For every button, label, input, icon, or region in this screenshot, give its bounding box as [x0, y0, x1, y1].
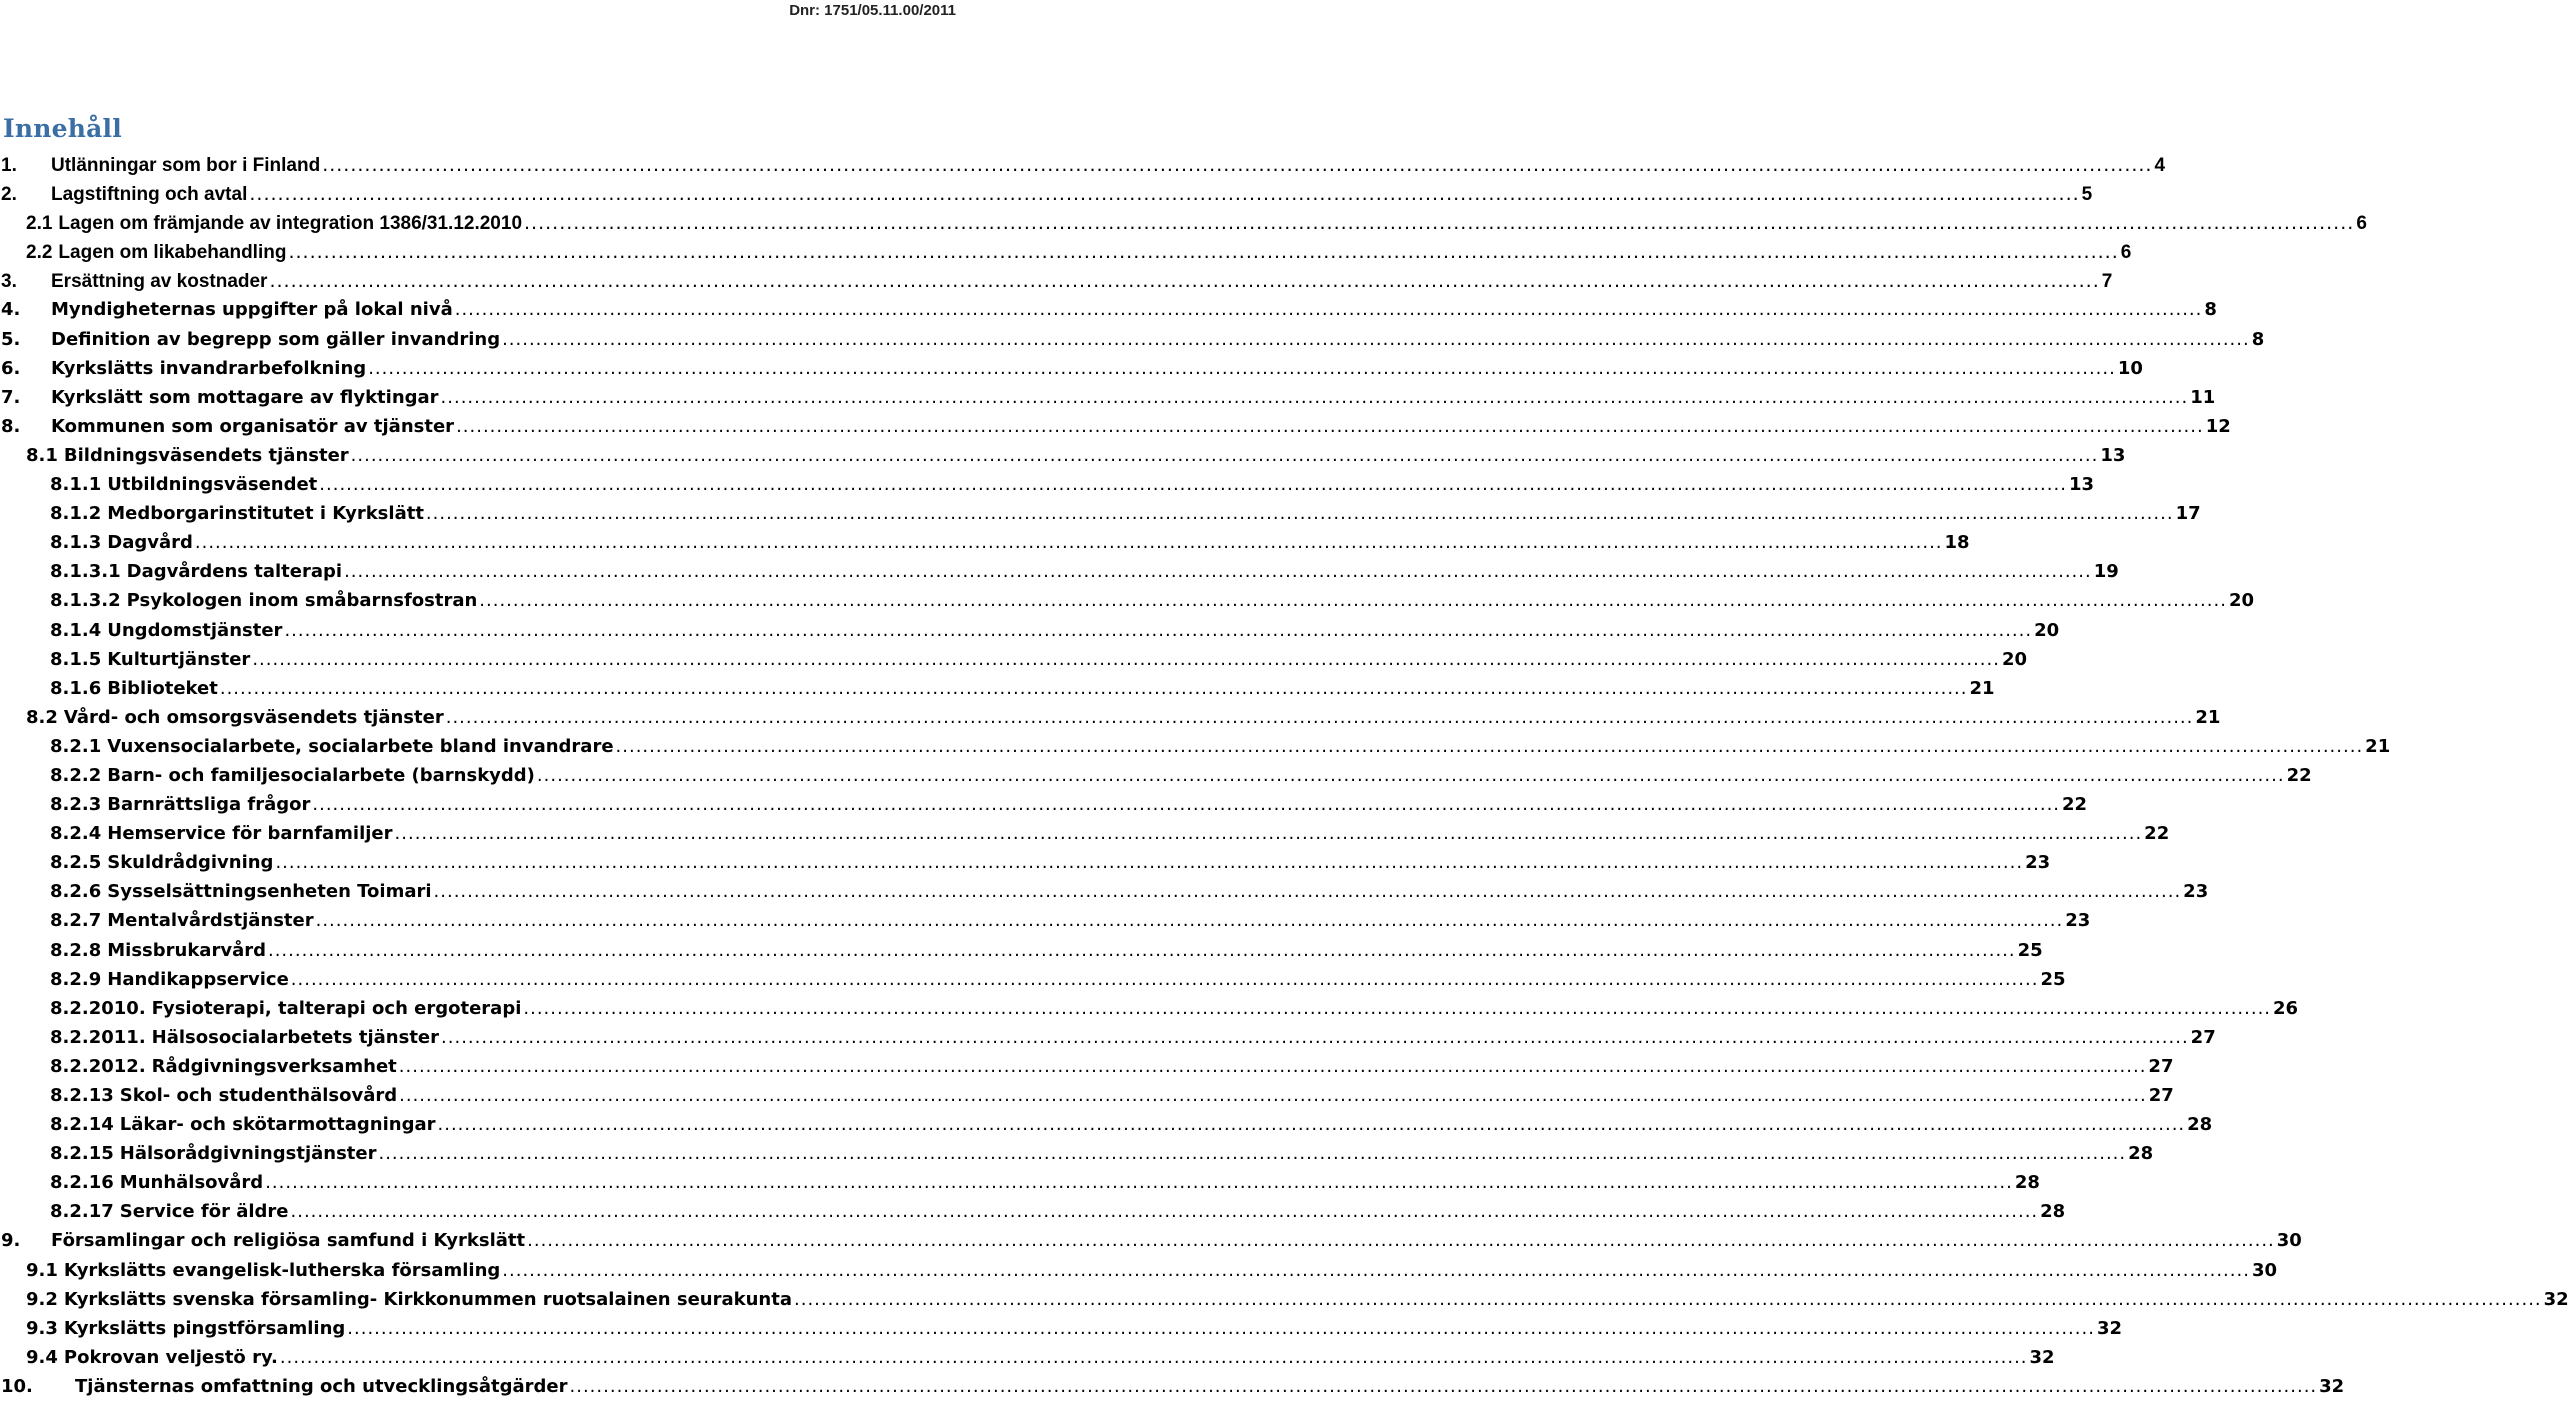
toc-entry-leader — [220, 678, 1968, 699]
toc-entry-text: Rådgivningsverksamhet — [151, 1055, 397, 1077]
toc-entry-leader — [502, 329, 2250, 350]
toc-entry-number: 8.2.17 — [50, 1201, 114, 1223]
toc-entry-page: 32 — [2096, 1317, 2122, 1339]
toc-entry-leader — [570, 1376, 2318, 1397]
toc-entry-leader — [265, 1172, 2013, 1193]
toc-entry-number: 9.2 — [26, 1288, 58, 1310]
toc-entry-number: 8.2.13 — [50, 1085, 114, 1106]
toc-entry-leader — [351, 445, 2099, 466]
toc-entry-page: 22 — [2144, 823, 2170, 845]
toc-entry[interactable] — [0, 997, 2299, 1027]
toc-entry-leader — [368, 358, 2116, 379]
toc-entry-text: Kommunen som organisatör av tjänster — [51, 415, 455, 437]
toc-entry-number: 9.3 — [26, 1317, 58, 1339]
toc-entry-page: 30 — [2251, 1259, 2277, 1281]
toc-entry-number: 7. — [1, 386, 21, 408]
toc-entry-leader — [395, 823, 2143, 844]
toc-entry-text: Medborgarinstitutet i Kyrkslätt — [107, 503, 424, 525]
toc-entry-text: Ungdomstjänster — [107, 619, 283, 641]
toc-entry-number: 8.1.3.1 — [50, 561, 121, 583]
toc-entry-leader — [280, 1347, 2028, 1368]
toc-entry-leader — [446, 707, 2194, 728]
toc-entry-number: 5. — [1, 328, 21, 350]
toc-entry[interactable] — [0, 503, 2201, 532]
toc-entry-page: 23 — [2025, 852, 2051, 874]
toc-entry-page: 13 — [2100, 444, 2126, 466]
table-of-contents — [0, 154, 2569, 1405]
toc-entry[interactable] — [0, 241, 2132, 270]
toc-entry-text: Service för äldre — [119, 1201, 289, 1223]
toc-entry-number: 6. — [1, 357, 21, 379]
toc-entry-leader — [252, 649, 2000, 670]
toc-entry-text: Läkar- och skötarmottagningar — [119, 1114, 436, 1136]
toc-entry-text: Kyrkslätts invandrarbefolkning — [51, 357, 367, 379]
toc-entry[interactable] — [0, 1172, 2040, 1201]
toc-entry[interactable] — [0, 1288, 2569, 1318]
toc-entry-leader — [527, 1230, 2275, 1251]
toc-entry-text: Sysselsättningsenheten Toimari — [107, 881, 432, 903]
toc-entry-number: 9.4 — [26, 1346, 58, 1368]
toc-entry[interactable] — [0, 1230, 2302, 1259]
toc-entry-leader — [479, 590, 2227, 611]
toc-entry[interactable] — [0, 444, 2126, 474]
document-reference-number: Dnr: 1751/05.11.00/2011 — [789, 2, 956, 19]
toc-entry-number: 9.1 — [26, 1259, 58, 1281]
toc-entry-text: Hälsosocialarbetets tjänster — [151, 1026, 440, 1048]
toc-entry-leader — [275, 852, 2023, 873]
toc-entry-page: 20 — [2228, 590, 2254, 612]
toc-entry-text: Kyrkslätt som mottagare av flyktingar — [51, 386, 439, 408]
toc-entry[interactable] — [0, 1201, 2066, 1230]
toc-entry-leader — [399, 1056, 2147, 1077]
toc-entry-text: Dagvård — [107, 532, 193, 554]
toc-entry-number: 8.2.2012. — [50, 1055, 146, 1077]
toc-entry-page: 6 — [2120, 242, 2132, 264]
toc-entry-number: 8.2.8 — [50, 939, 102, 961]
toc-entry-page: 26 — [2273, 997, 2299, 1019]
toc-entry-number: 3. — [1, 271, 17, 293]
toc-entry[interactable] — [0, 1259, 2277, 1289]
toc-title: Innehåll — [3, 114, 122, 143]
toc-entry-number: 8. — [1, 415, 21, 437]
toc-entry-text: Lagen om likabehandling — [58, 242, 287, 264]
toc-entry-page: 4 — [2154, 155, 2166, 176]
toc-entry-number: 8.1.5 — [50, 648, 102, 670]
toc-entry-leader — [268, 940, 2016, 961]
toc-entry[interactable] — [0, 299, 2217, 328]
toc-entry-page: 5 — [2081, 184, 2093, 206]
toc-entry-page: 21 — [2195, 706, 2221, 728]
toc-entry-text: Barnrättsliga frågor — [107, 794, 311, 816]
toc-entry-text: Lagstiftning och avtal — [51, 184, 248, 206]
toc-entry-text: Definition av begrepp som gäller invandring — [51, 328, 501, 350]
toc-entry[interactable] — [0, 1085, 2174, 1114]
toc-entry-number: 8.1 — [26, 444, 58, 466]
toc-entry-text: Hälsorådgivningstjänster — [119, 1143, 377, 1165]
toc-entry-page: 28 — [2014, 1172, 2040, 1194]
toc-entry-text: Utlänningar som bor i Finland — [51, 155, 321, 176]
toc-entry-text: Tjänsternas omfattning och utvecklingsåtgärder — [75, 1375, 568, 1397]
toc-entry[interactable] — [0, 415, 2231, 445]
toc-entry-page: 13 — [2068, 474, 2094, 496]
toc-entry-page: 32 — [2543, 1288, 2569, 1310]
toc-entry-page: 28 — [2040, 1201, 2066, 1223]
toc-entry-leader — [456, 416, 2204, 437]
toc-entry-page: 25 — [2040, 968, 2066, 990]
toc-entry-number: 2.1 — [26, 213, 53, 235]
toc-entry-leader — [316, 910, 2064, 931]
toc-entry-text: Kulturtjänster — [107, 648, 251, 670]
toc-entry[interactable] — [0, 532, 1970, 561]
toc-entry-number: 8.1.3.2 — [50, 590, 121, 612]
toc-entry-page: 21 — [1969, 677, 1995, 699]
toc-entry-leader — [455, 299, 2203, 320]
toc-entry[interactable] — [0, 270, 2113, 299]
toc-entry-page: 22 — [2062, 794, 2088, 816]
toc-entry-leader — [794, 1289, 2542, 1310]
toc-entry-number: 9. — [1, 1230, 21, 1252]
toc-entry-text: Myndigheternas uppgifter på lokal nivå — [51, 299, 453, 321]
toc-entry-leader — [537, 765, 2285, 786]
toc-entry-page: 28 — [2128, 1143, 2154, 1165]
toc-entry-text: Mentalvårdstjänster — [107, 910, 314, 932]
toc-entry-page: 8 — [2251, 328, 2265, 350]
toc-entry-text: Munhälsovård — [119, 1172, 264, 1194]
toc-entry-text: Biblioteket — [107, 677, 218, 699]
toc-entry-number: 4. — [1, 299, 21, 321]
toc-entry[interactable] — [0, 968, 2066, 998]
toc-entry-number: 8.2.7 — [50, 910, 102, 932]
toc-entry-leader — [344, 561, 2092, 582]
toc-entry-number: 2. — [1, 184, 17, 206]
toc-entry[interactable] — [0, 386, 2216, 416]
toc-entry-number: 8.1.1 — [50, 474, 102, 496]
toc-entry-page: 6 — [2356, 213, 2367, 235]
toc-entry-number: 8.1.6 — [50, 677, 102, 699]
toc-entry-leader — [426, 503, 2174, 524]
toc-entry-number: 8.2.6 — [50, 881, 102, 903]
toc-entry-number: 8.2.14 — [50, 1114, 114, 1136]
toc-entry-page: 27 — [2148, 1085, 2174, 1106]
toc-entry-page: 23 — [2065, 910, 2091, 932]
toc-entry-text: Utbildningsväsendet — [107, 474, 318, 496]
toc-entry-page: 30 — [2276, 1230, 2302, 1252]
toc-entry-text: Lagen om främjande av integration 1386/31.12.2010 — [58, 213, 523, 235]
toc-entry-number: 8.2.15 — [50, 1143, 114, 1165]
toc-entry-leader — [312, 794, 2060, 815]
toc-entry-text: Församlingar och religiösa samfund i Kyrkslätt — [51, 1230, 526, 1252]
toc-entry-number: 8.2.5 — [50, 852, 102, 874]
toc-entry-number: 8.1.2 — [50, 503, 102, 525]
toc-entry-number: 8.2.3 — [50, 794, 102, 816]
toc-entry-page: 19 — [2093, 561, 2119, 583]
toc-entry-page: 22 — [2286, 764, 2312, 786]
toc-entry-page: 23 — [2183, 881, 2209, 903]
toc-entry-number: 8.2.2010. — [50, 997, 146, 1019]
toc-entry-leader — [502, 1260, 2250, 1281]
toc-entry[interactable] — [0, 1114, 2213, 1143]
toc-entry[interactable] — [0, 823, 2170, 852]
toc-entry[interactable] — [0, 794, 2088, 823]
toc-entry-leader — [322, 154, 2152, 176]
toc-entry-text: Vård- och omsorgsväsendets tjänster — [63, 706, 444, 728]
toc-entry[interactable] — [0, 1143, 2154, 1172]
toc-entry[interactable] — [0, 881, 2209, 910]
toc-entry-leader — [616, 736, 2364, 757]
toc-entry[interactable] — [0, 764, 2312, 794]
toc-entry-leader — [291, 969, 2039, 990]
toc-entry[interactable] — [0, 939, 2043, 969]
toc-entry[interactable] — [0, 648, 2028, 678]
toc-entry-leader — [441, 1027, 2189, 1048]
toc-entry[interactable] — [0, 357, 2143, 387]
toc-entry-page: 11 — [2190, 386, 2216, 408]
toc-entry-leader — [291, 1201, 2039, 1222]
toc-entry-number: 8.2.4 — [50, 823, 102, 845]
toc-entry-leader — [249, 183, 2079, 205]
toc-entry-number: 1. — [1, 155, 17, 176]
toc-entry[interactable] — [0, 1346, 2055, 1376]
toc-entry-page: 32 — [2029, 1346, 2055, 1368]
toc-entry-page: 21 — [2365, 735, 2391, 757]
toc-entry-number: 8.2.1 — [50, 735, 102, 757]
toc-entry-leader — [288, 241, 2118, 263]
toc-entry-leader — [347, 1318, 2095, 1339]
toc-entry-leader — [269, 270, 2099, 292]
toc-entry-text: Dagvårdens talterapi — [126, 561, 343, 583]
toc-entry-page: 27 — [2148, 1055, 2174, 1077]
toc-entry-text: Pokrovan veljestö ry. — [63, 1346, 278, 1368]
toc-entry-leader — [399, 1085, 2147, 1106]
toc-entry-number: 8.2.9 — [50, 968, 102, 990]
toc-entry[interactable] — [0, 590, 2254, 619]
toc-entry-leader — [524, 212, 2354, 234]
toc-entry-number: 8.2.16 — [50, 1172, 114, 1194]
toc-entry[interactable] — [0, 1026, 2216, 1056]
toc-entry-page: 12 — [2205, 415, 2231, 437]
toc-entry-leader — [284, 620, 2032, 641]
toc-entry-text: Kyrkslätts svenska församling- Kirkkonummen ruotsalainen seurakunta — [63, 1288, 792, 1310]
toc-entry-leader — [195, 532, 1943, 553]
toc-entry-text: Barn- och familjesocialarbete (barnskydd) — [107, 764, 535, 786]
toc-entry[interactable] — [0, 474, 2094, 503]
toc-entry[interactable] — [0, 706, 2221, 736]
toc-entry-number: 8.2.2011. — [50, 1026, 146, 1048]
toc-entry-text: Vuxensocialarbete, socialarbete bland invandrare — [107, 735, 614, 757]
toc-entry-page: 32 — [2319, 1375, 2345, 1397]
toc-entry-text: Skol- och studenthälsovård — [119, 1085, 398, 1106]
toc-entry-page: 20 — [2034, 619, 2060, 641]
toc-entry-page: 7 — [2101, 271, 2113, 293]
toc-entry-text: Psykologen inom småbarnsfostran — [126, 590, 478, 612]
toc-entry-page: 17 — [2175, 503, 2201, 525]
toc-entry-number: 8.2.2 — [50, 764, 102, 786]
toc-entry-leader — [434, 881, 2182, 902]
toc-entry[interactable] — [0, 910, 2091, 939]
toc-entry-page: 18 — [1944, 532, 1970, 554]
toc-entry-page: 8 — [2204, 299, 2217, 321]
toc-entry-text: Hemservice för barnfamiljer — [107, 823, 393, 845]
toc-entry-text: Bildningsväsendets tjänster — [63, 444, 349, 466]
toc-entry-leader — [319, 474, 2067, 495]
toc-entry-leader — [523, 998, 2271, 1019]
toc-entry[interactable] — [0, 1317, 2122, 1347]
toc-entry-number: 10. — [1, 1375, 33, 1397]
toc-entry[interactable] — [0, 212, 2367, 241]
toc-entry[interactable] — [0, 852, 2051, 881]
toc-entry[interactable] — [0, 1055, 2174, 1085]
toc-entry-page: 10 — [2117, 357, 2143, 379]
toc-entry-page: 25 — [2017, 939, 2043, 961]
toc-entry-text: Kyrkslätts evangelisk-lutherska församling — [63, 1259, 501, 1281]
toc-entry[interactable] — [0, 677, 1995, 707]
toc-entry[interactable] — [0, 561, 2119, 590]
toc-entry-number: 8.1.3 — [50, 532, 102, 554]
toc-entry-page: 28 — [2187, 1114, 2213, 1136]
toc-entry-text: Skuldrådgivning — [107, 852, 274, 874]
toc-entry-leader — [378, 1143, 2126, 1164]
toc-entry[interactable] — [0, 183, 2093, 212]
toc-entry-leader — [441, 387, 2189, 408]
toc-entry-text: Handikappservice — [107, 968, 289, 990]
toc-entry[interactable] — [0, 619, 2060, 649]
toc-entry-text: Missbrukarvård — [107, 939, 266, 961]
toc-entry[interactable] — [0, 735, 2391, 765]
toc-entry-number: 8.1.4 — [50, 619, 102, 641]
toc-entry-text: Kyrkslätts pingstförsamling — [63, 1317, 346, 1339]
toc-entry-number: 8.2 — [26, 706, 58, 728]
toc-entry-text: Fysioterapi, talterapi och ergoterapi — [151, 997, 522, 1019]
toc-entry-text: Ersättning av kostnader — [51, 271, 268, 293]
toc-entry[interactable] — [0, 154, 2166, 183]
toc-entry-leader — [438, 1114, 2186, 1135]
toc-entry[interactable] — [0, 328, 2265, 358]
toc-entry-number: 2.2 — [26, 242, 53, 264]
toc-entry-page: 20 — [2001, 648, 2028, 670]
toc-entry[interactable] — [0, 1375, 2345, 1405]
toc-entry-page: 27 — [2190, 1026, 2216, 1048]
